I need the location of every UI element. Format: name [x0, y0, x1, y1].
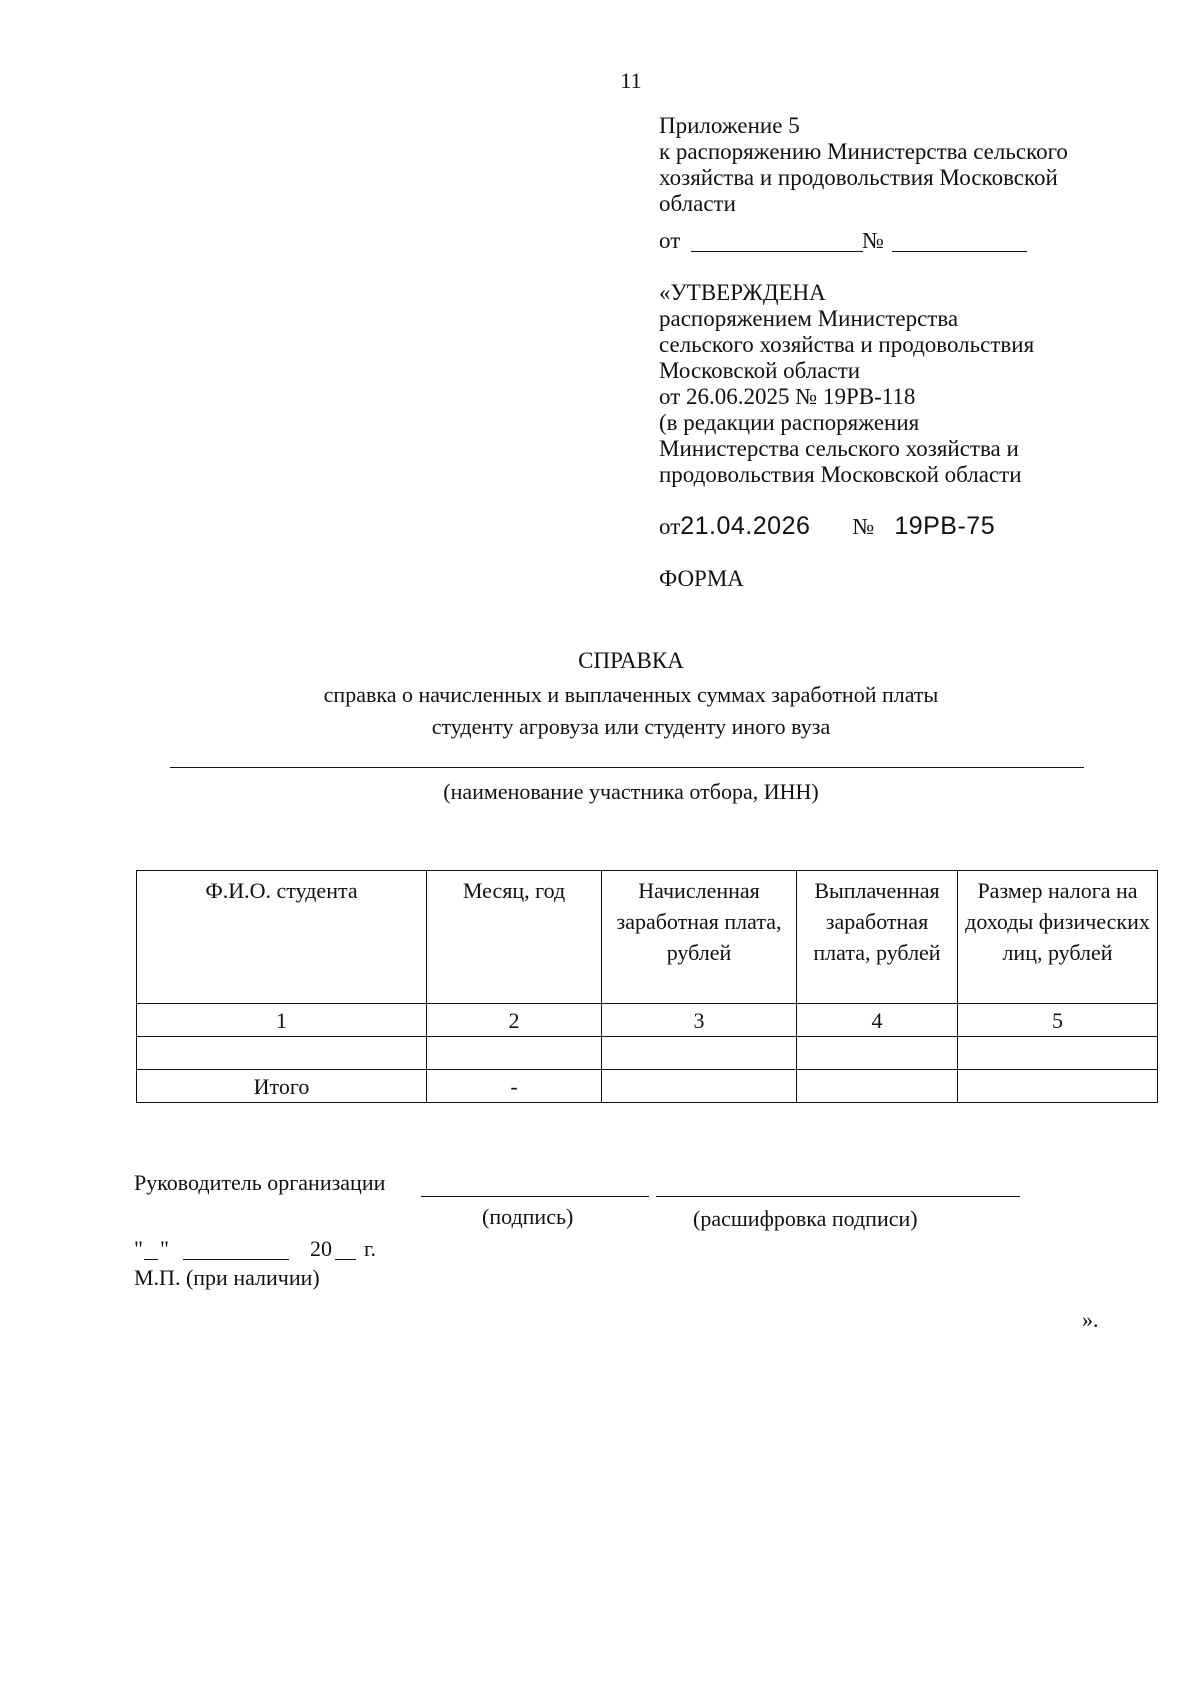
appendix-number-sign: №: [862, 228, 884, 253]
approved-line: продовольствия Московской области: [659, 462, 1022, 487]
signature-blank: [421, 1196, 649, 1197]
year-prefix: 20: [310, 1236, 332, 1261]
table-cell: [958, 1070, 1158, 1103]
approved-line: от 26.06.2025 № 19РВ-118: [659, 384, 916, 409]
closing-quote: ».: [1082, 1307, 1099, 1332]
approved-line: Министерства сельского хозяйства и: [659, 436, 1019, 461]
table-number-row: [137, 1004, 1158, 1037]
page-number: 11: [620, 68, 642, 93]
table-header-cell: Выплаченная заработная плата, рублей: [797, 871, 958, 1004]
approved-edition-line: [659, 512, 995, 541]
table-cell: [602, 1037, 797, 1070]
month-blank: [183, 1259, 289, 1260]
participant-blank-line: [170, 767, 1084, 768]
doc-subtitle-line: студенту агровуза или студенту иного вуза: [431, 714, 831, 739]
approved-line: Московской области: [659, 358, 861, 383]
table-number-cell: 4: [797, 1004, 958, 1037]
table-total-month: -: [427, 1070, 602, 1103]
approved-line: «УТВЕРЖДЕНА: [659, 280, 826, 305]
table-header-cell: Месяц, год: [427, 871, 602, 1004]
salary-table: [136, 870, 1158, 1103]
approved-line: распоряжением Министерства: [659, 306, 959, 331]
table-cell: [797, 1070, 958, 1103]
table-number-cell: 5: [958, 1004, 1158, 1037]
appendix-date-prefix: от: [659, 228, 681, 253]
signature-caption: (подпись): [482, 1204, 574, 1229]
approved-block: [659, 280, 1129, 488]
stamp-note: М.П. (при наличии): [134, 1265, 320, 1290]
date-quote-open: ": [134, 1236, 143, 1261]
table-total-row: [137, 1070, 1158, 1103]
approved-date: 21.04.2026: [680, 512, 811, 540]
signature-decoding-blank: [656, 1196, 1020, 1197]
signature-label: Руководитель организации: [134, 1170, 386, 1195]
form-label: ФОРМА: [659, 566, 744, 591]
date-line: [134, 1236, 534, 1264]
table-number-cell: 3: [602, 1004, 797, 1037]
participant-caption: (наименование участника отбора, ИНН): [443, 779, 819, 804]
table-header-row: [137, 871, 1158, 1004]
decoding-caption: (расшифровка подписи): [693, 1206, 918, 1231]
appendix-line: к распоряжению Министерства сельского: [659, 139, 1068, 164]
table-header-cell: Ф.И.О. студента: [137, 871, 427, 1004]
appendix-date-blank: [691, 251, 863, 252]
day-blank: [144, 1259, 158, 1260]
appendix-number-blank: [892, 251, 1027, 252]
doc-subtitle-line: справка о начисленных и выплаченных суммах заработной платы: [323, 682, 939, 707]
approved-line: сельского хозяйства и продовольствия: [659, 332, 1035, 357]
table-cell: [958, 1037, 1158, 1070]
year-blank: [335, 1259, 356, 1260]
table-header-cell: Размер налога на доходы физических лиц, рублей: [958, 871, 1158, 1004]
approved-number: 19РВ-75: [894, 512, 996, 540]
table-cell: [602, 1070, 797, 1103]
appendix-line: области: [659, 191, 736, 216]
table-number-cell: 1: [137, 1004, 427, 1037]
table-cell: [427, 1037, 602, 1070]
table-row: [137, 1037, 1158, 1070]
year-suffix: г.: [364, 1236, 377, 1261]
table-total-label: Итого: [137, 1070, 427, 1103]
approved-number-sign: №: [852, 514, 875, 539]
date-quote-close: ": [160, 1236, 169, 1261]
appendix-line: Приложение 5: [659, 113, 800, 138]
appendix-block: [659, 113, 1129, 217]
table-cell: [797, 1037, 958, 1070]
table-cell: [137, 1037, 427, 1070]
doc-title: СПРАВКА: [578, 648, 684, 673]
appendix-line: хозяйства и продовольствия Московской: [659, 165, 1058, 190]
approved-line: (в редакции распоряжения: [659, 410, 920, 435]
approved-date-prefix: от: [659, 514, 681, 539]
table-number-cell: 2: [427, 1004, 602, 1037]
table-header-cell: Начисленная заработная плата, рублей: [602, 871, 797, 1004]
